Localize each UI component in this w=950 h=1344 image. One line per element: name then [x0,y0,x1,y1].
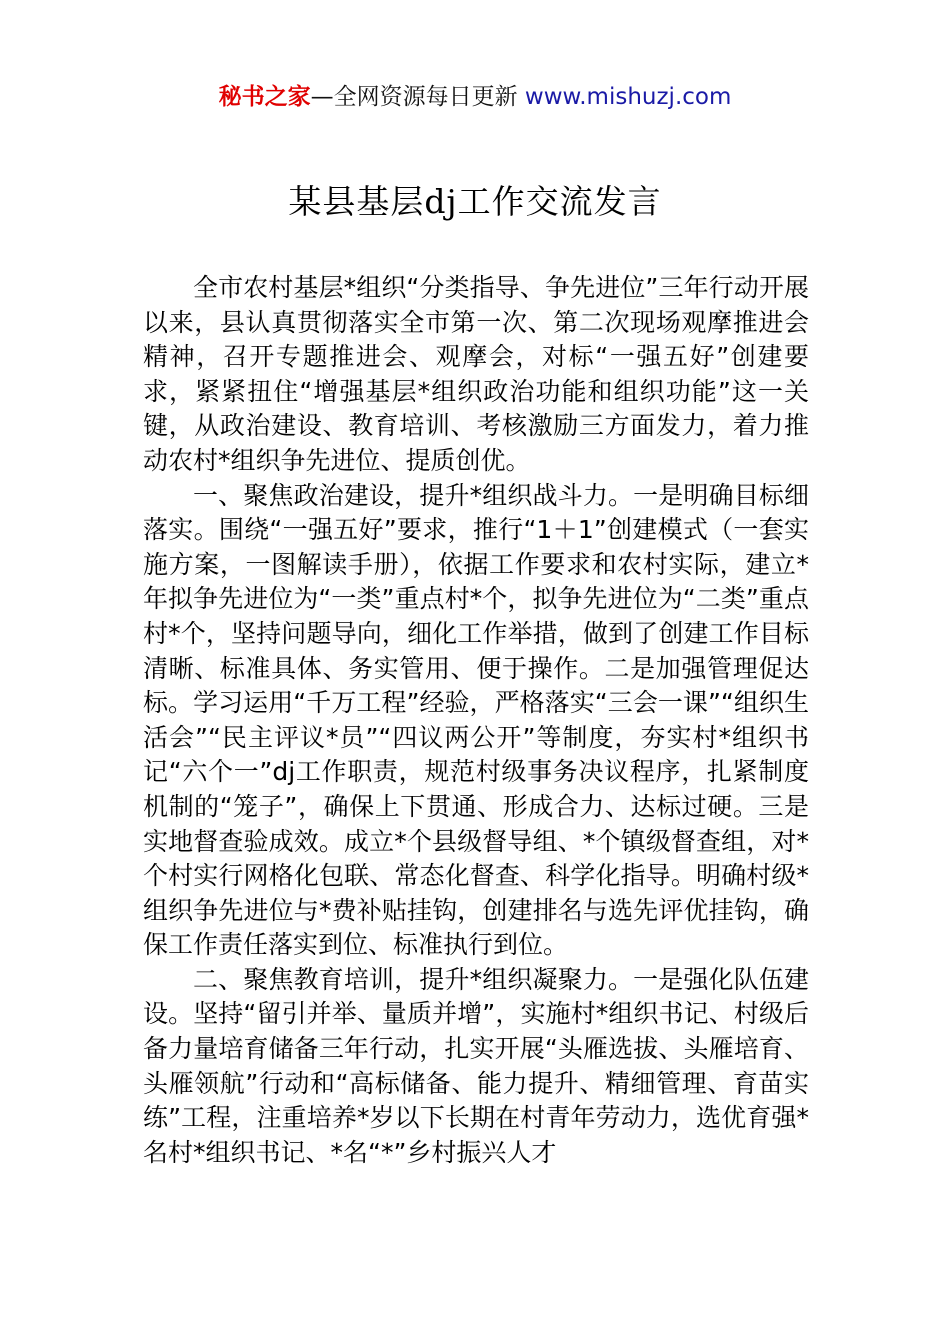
document-title: 某县基层dj工作交流发言 [288,182,662,221]
paragraph-section-1: 一、聚焦政治建设，提升*组织战斗力。一是明确目标细落实。围绕“一强五好”要求，推行“1＋1”创建模式（一套实施方案，一图解读手册），依据工作要求和农村实际，建立*年拟争先进位为“一类”重点村*个，拟争先进位为“二类”重点村*个，坚持问题导向，细化工作举措，做到了创建工作目标清晰、标准具体、务实管用、便于操作。二是加强管理促达标。学习运用“千万工程”经验，严格落实“三会一课”“组织生活会”“民主评议*员”“四议两公开”等制度，夯实村*组织书记“六个一”dj工作职责，规范村级事务决议程序，扎紧制度机制的“笼子”，确保上下贯通、形成合力、达标过硬。三是实地督查验成效。成立*个县级督导组、*个镇级督查组，对*个村实行网格化包联、常态化督查、科学化指导。明确村级*组织争先进位与*费补贴挂钩，创建排名与选先评优挂钩，确保工作责任落实到位、标准执行到位。 [143,480,809,960]
site-header [0,82,950,112]
site-tagline: —全网资源每日更新 [310,84,525,110]
site-url-link[interactable]: www.mishuzj.com [524,84,732,110]
paragraph-intro: 全市农村基层*组织“分类指导、争先进位”三年行动开展以来，县认真贯彻落实全市第一次、第二次现场观摩推进会精神，召开专题推进会、观摩会，对标“一强五好”创建要求，紧紧扭住“增强基层*组织政治功能和组织功能”这一关键，从政治建设、教育培训、考核激励三方面发力，着力推动农村*组织争先进位、提质创优。 [143,273,809,475]
paragraph-section-2: 二、聚焦教育培训，提升*组织凝聚力。一是强化队伍建设。坚持“留引并举、量质并增”，实施村*组织书记、村级后备力量培育储备三年行动，扎实开展“头雁选拔、头雁培育、头雁领航”行动和“高标储备、能力提升、精细管理、育苗实练”工程，注重培养*岁以下长期在村青年劳动力，选优育强*名村*组织书记、*名“*”乡村振兴人才 [143,964,809,1167]
site-brand: 秘书之家 [218,84,311,110]
document-body [143,271,809,1170]
